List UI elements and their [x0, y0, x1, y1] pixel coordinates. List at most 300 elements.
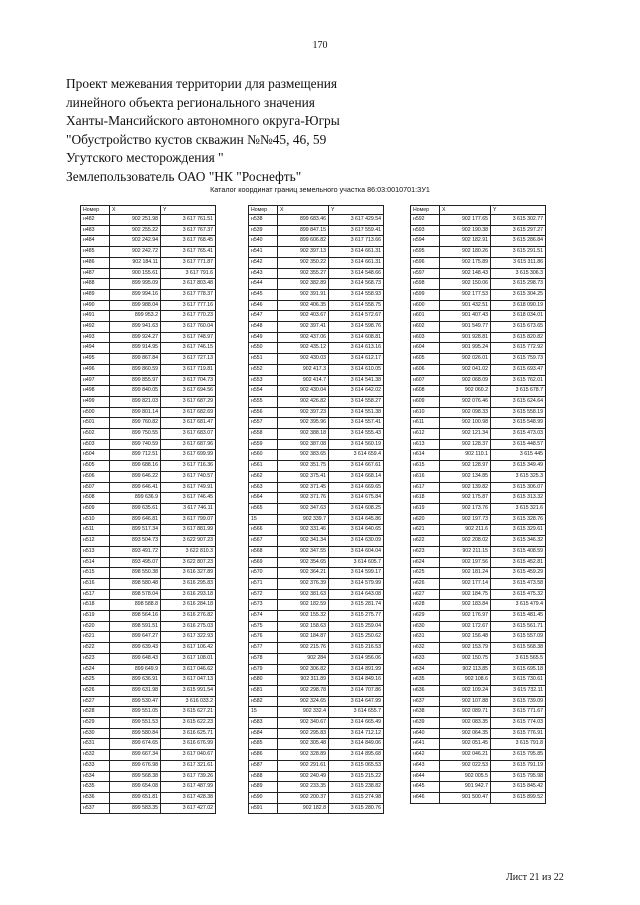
y-coordinate-cell: 3 615 329.61 [491, 525, 546, 536]
x-coordinate-cell: 902 176.97 [440, 611, 491, 622]
x-coordinate-cell: 902 150.06 [440, 279, 491, 290]
table-row [81, 782, 216, 793]
y-coordinate-cell: 3 615 238.82 [329, 782, 384, 793]
x-coordinate-cell: 902 155.32 [278, 611, 329, 622]
table-row [411, 771, 546, 782]
x-coordinate-cell: 902 341.34 [278, 536, 329, 547]
table-row [81, 503, 216, 514]
table-row [411, 461, 546, 472]
table-row [81, 461, 216, 472]
x-coordinate-cell: 902 110.1 [440, 450, 491, 461]
y-coordinate-cell: 3 615 215.22 [329, 771, 384, 782]
coordinates-table [410, 205, 546, 804]
y-coordinate-cell: 3 614 558.27 [329, 396, 384, 407]
y-coordinate-cell: 3 614 560.19 [329, 439, 384, 450]
x-coordinate-cell: 902 064.35 [440, 728, 491, 739]
point-number-cell: н515 [81, 568, 110, 579]
point-number-cell: н517 [81, 589, 110, 600]
y-coordinate-cell: 3 617 768.45 [161, 236, 216, 247]
point-number-cell: н549 [249, 332, 278, 343]
table-row [81, 375, 216, 386]
point-number-cell: н547 [249, 311, 278, 322]
y-coordinate-cell: 3 615 820.82 [491, 332, 546, 343]
x-coordinate-cell: 902 113.85 [440, 664, 491, 675]
y-coordinate-cell: 3 617 040.67 [161, 750, 216, 761]
y-coordinate-cell: 3 615 845.42 [491, 782, 546, 793]
table-row [411, 450, 546, 461]
y-coordinate-cell: 3 615 475.32 [491, 589, 546, 600]
point-number-cell: н568 [249, 546, 278, 557]
table-row [249, 771, 384, 782]
table-row [249, 621, 384, 632]
y-coordinate-cell: 3 614 668.14 [329, 471, 384, 482]
x-coordinate-cell: 899 953.2 [110, 311, 161, 322]
table-row [249, 289, 384, 300]
table-row [81, 739, 216, 750]
x-coordinate-cell: 902 076.46 [440, 396, 491, 407]
point-number-cell: н639 [411, 718, 440, 729]
y-coordinate-cell: 3 616 327.89 [161, 568, 216, 579]
x-coordinate-cell: 898 580.48 [110, 578, 161, 589]
table-row [81, 439, 216, 450]
table-row [411, 525, 546, 536]
x-coordinate-cell: 902 215.76 [278, 643, 329, 654]
table-row [249, 439, 384, 450]
x-coordinate-cell: 902 108.6 [440, 675, 491, 686]
table-row [81, 279, 216, 290]
table-row [411, 739, 546, 750]
point-number-cell: н640 [411, 728, 440, 739]
y-coordinate-cell: 3 615 622.23 [161, 718, 216, 729]
x-coordinate-cell: 900 155.61 [110, 268, 161, 279]
x-coordinate-cell: 901 995.24 [440, 343, 491, 354]
table-row [249, 718, 384, 729]
point-number-cell: н532 [81, 750, 110, 761]
x-coordinate-cell: 902 107.88 [440, 696, 491, 707]
y-coordinate-cell: 3 615 678.7 [491, 386, 546, 397]
table-row [411, 225, 546, 236]
point-number-cell: н623 [411, 546, 440, 557]
point-number-cell: н564 [249, 493, 278, 504]
x-coordinate-cell: 902 306.82 [278, 664, 329, 675]
table-row [249, 257, 384, 268]
y-coordinate-cell: 3 615 693.47 [491, 364, 546, 375]
x-coordinate-cell: 902 068.09 [440, 375, 491, 386]
x-coordinate-cell: 902 397.13 [278, 247, 329, 258]
table-row [81, 429, 216, 440]
point-number-cell: н646 [411, 792, 440, 803]
y-coordinate-cell: 3 617 765.41 [161, 247, 216, 258]
table-row [81, 215, 216, 226]
point-number-cell: н534 [81, 771, 110, 782]
table-row [411, 386, 546, 397]
table-row [81, 322, 216, 333]
table-row [411, 364, 546, 375]
x-coordinate-cell: 902 347.55 [278, 546, 329, 557]
table-row [81, 343, 216, 354]
point-number-cell: н502 [81, 429, 110, 440]
table-row [411, 332, 546, 343]
y-coordinate-cell: 3 614 579.99 [329, 578, 384, 589]
y-coordinate-cell: 3 614 667.61 [329, 461, 384, 472]
point-number-cell: н542 [249, 257, 278, 268]
point-number-cell: н499 [81, 396, 110, 407]
y-coordinate-cell: 3 615 481.45 [491, 611, 546, 622]
y-coordinate-cell: 3 617 046.62 [161, 664, 216, 675]
x-coordinate-cell: 899 867.84 [110, 354, 161, 365]
y-coordinate-cell: 3 614 669.65 [329, 482, 384, 493]
y-coordinate-cell: 3 617 429.54 [329, 215, 384, 226]
table-row [81, 707, 216, 718]
point-number-cell: н570 [249, 568, 278, 579]
table-row [411, 354, 546, 365]
point-number-cell: н501 [81, 418, 110, 429]
table-row [249, 653, 384, 664]
point-number-cell: н522 [81, 643, 110, 654]
y-coordinate-cell: 3 615 795.85 [491, 750, 546, 761]
x-coordinate-cell: 902 041.02 [440, 364, 491, 375]
table-row [81, 803, 216, 814]
x-coordinate-cell: 902 190.38 [440, 225, 491, 236]
table-row [411, 728, 546, 739]
point-number-cell: н577 [249, 643, 278, 654]
table-row [81, 664, 216, 675]
x-coordinate-cell: 899 994.16 [110, 289, 161, 300]
y-coordinate-cell: 3 615 548.99 [491, 418, 546, 429]
x-coordinate-cell: 902 098.33 [440, 407, 491, 418]
y-coordinate-cell: 3 617 559.41 [329, 225, 384, 236]
table-row [249, 803, 384, 814]
x-coordinate-cell: 902 184.11 [110, 257, 161, 268]
document-header [66, 75, 586, 187]
table-row [81, 493, 216, 504]
x-coordinate-cell: 902 332.4 [278, 707, 329, 718]
x-coordinate-cell: 902 211.6 [440, 525, 491, 536]
table-row [411, 493, 546, 504]
point-number-cell: н556 [249, 407, 278, 418]
table-row [81, 450, 216, 461]
y-coordinate-cell: 3 617 761.51 [161, 215, 216, 226]
point-number-cell: н524 [81, 664, 110, 675]
table-row [81, 289, 216, 300]
point-number-cell: н554 [249, 386, 278, 397]
y-coordinate-cell: 3 614 598.76 [329, 322, 384, 333]
y-coordinate-cell: 3 615 459.29 [491, 568, 546, 579]
point-number-cell: н513 [81, 546, 110, 557]
y-coordinate-cell: 3 615 452.81 [491, 557, 546, 568]
table-row [249, 322, 384, 333]
table-row [411, 418, 546, 429]
table-row [411, 311, 546, 322]
column-header-y: Y [329, 206, 384, 215]
column-header-x: X [278, 206, 329, 215]
x-coordinate-cell: 902 150.75 [440, 653, 491, 664]
point-number-cell: н528 [81, 707, 110, 718]
table-row [249, 728, 384, 739]
table-row [411, 600, 546, 611]
point-number-cell: н527 [81, 696, 110, 707]
y-coordinate-cell: 3 614 707.86 [329, 685, 384, 696]
x-coordinate-cell: 902 121.34 [440, 429, 491, 440]
x-coordinate-cell: 902 128.97 [440, 461, 491, 472]
y-coordinate-cell: 3 615 250.62 [329, 632, 384, 643]
point-number-cell: н611 [411, 418, 440, 429]
x-coordinate-cell: 899 647.27 [110, 632, 161, 643]
y-coordinate-cell: 3 615 565.5 [491, 653, 546, 664]
x-coordinate-cell: 902 376.39 [278, 578, 329, 589]
point-number-cell: н490 [81, 300, 110, 311]
point-number-cell: н587 [249, 760, 278, 771]
x-coordinate-cell: 902 005.5 [440, 771, 491, 782]
y-coordinate-cell: 3 614 891.99 [329, 664, 384, 675]
x-coordinate-cell: 902 197.73 [440, 514, 491, 525]
point-number-cell: н601 [411, 311, 440, 322]
point-number-cell: н635 [411, 675, 440, 686]
y-coordinate-cell: 3 617 803.48 [161, 279, 216, 290]
x-coordinate-cell: 902 177.65 [440, 215, 491, 226]
table-row [249, 471, 384, 482]
table-row [411, 578, 546, 589]
x-coordinate-cell: 902 417.3 [278, 364, 329, 375]
y-coordinate-cell: 3 615 328.76 [491, 514, 546, 525]
table-row [81, 354, 216, 365]
coordinates-table [248, 205, 384, 814]
point-number-cell: н563 [249, 482, 278, 493]
y-coordinate-cell: 3 615 065.53 [329, 760, 384, 771]
x-coordinate-cell: 902 100.98 [440, 418, 491, 429]
table-row [411, 300, 546, 311]
point-number-cell: н541 [249, 247, 278, 258]
table-row [81, 364, 216, 375]
x-coordinate-cell: 902 026.01 [440, 354, 491, 365]
table-row [81, 643, 216, 654]
point-number-cell: н558 [249, 429, 278, 440]
table-row [411, 782, 546, 793]
y-coordinate-cell: 3 615 349.49 [491, 461, 546, 472]
x-coordinate-cell: 902 233.35 [278, 782, 329, 793]
x-coordinate-cell: 899 683.46 [278, 215, 329, 226]
y-coordinate-cell: 3 616 275.03 [161, 621, 216, 632]
y-coordinate-cell: 3 616 276.82 [161, 611, 216, 622]
y-coordinate-cell: 3 615 313.32 [491, 493, 546, 504]
table-row [411, 621, 546, 632]
coordinates-table [80, 205, 216, 814]
y-coordinate-cell: 3 615 561.71 [491, 621, 546, 632]
x-coordinate-cell: 901 549.77 [440, 322, 491, 333]
y-coordinate-cell: 3 614 557.41 [329, 418, 384, 429]
table-row [249, 557, 384, 568]
table-row [81, 600, 216, 611]
y-coordinate-cell: 3 615 627.21 [161, 707, 216, 718]
y-coordinate-cell: 3 615 479.4 [491, 600, 546, 611]
table-row [411, 268, 546, 279]
y-coordinate-cell: 3 615 304.25 [491, 289, 546, 300]
y-coordinate-cell: 3 617 767.37 [161, 225, 216, 236]
point-number-cell: н553 [249, 375, 278, 386]
x-coordinate-cell: 899 649.9 [110, 664, 161, 675]
table-row [411, 343, 546, 354]
x-coordinate-cell: 899 635.61 [110, 503, 161, 514]
point-number-cell: н523 [81, 653, 110, 664]
x-coordinate-cell: 902 184.75 [440, 589, 491, 600]
x-coordinate-cell: 902 305.48 [278, 739, 329, 750]
table-row [81, 621, 216, 632]
x-coordinate-cell: 902 414.7 [278, 375, 329, 386]
point-number-cell: н578 [249, 653, 278, 664]
x-coordinate-cell: 899 676.98 [110, 760, 161, 771]
point-number-cell: н644 [411, 771, 440, 782]
header-line: Угутского месторождения " [66, 150, 224, 166]
x-coordinate-cell: 902 184.87 [278, 632, 329, 643]
table-row [81, 471, 216, 482]
table-row [249, 696, 384, 707]
table-row [249, 418, 384, 429]
x-coordinate-cell: 902 046.21 [440, 750, 491, 761]
y-coordinate-cell: 3 614 558.75 [329, 300, 384, 311]
header-line: "Обустройство кустов скважин №№45, 46, 59 [66, 131, 327, 147]
x-coordinate-cell: 902 051.45 [440, 739, 491, 750]
point-number-cell: н633 [411, 653, 440, 664]
x-coordinate-cell: 899 517.34 [110, 525, 161, 536]
y-coordinate-cell: 3 615 557.09 [491, 632, 546, 643]
x-coordinate-cell: 902 242.72 [110, 247, 161, 258]
x-coordinate-cell: 902 430.03 [278, 354, 329, 365]
point-number-cell: н543 [249, 268, 278, 279]
table-row [249, 525, 384, 536]
point-number-cell: н509 [81, 503, 110, 514]
table-row [411, 429, 546, 440]
table-row [411, 792, 546, 803]
column-header-number: Номер [411, 206, 440, 215]
point-number-cell: н579 [249, 664, 278, 675]
table-row [411, 664, 546, 675]
y-coordinate-cell: 3 614 604.04 [329, 546, 384, 557]
x-coordinate-cell: 899 674.65 [110, 739, 161, 750]
point-number-cell: н631 [411, 632, 440, 643]
table-row [411, 557, 546, 568]
table-row [249, 707, 384, 718]
y-coordinate-cell: 3 614 655.7 [329, 707, 384, 718]
point-number-cell: н637 [411, 696, 440, 707]
table-row [81, 482, 216, 493]
x-coordinate-cell: 902 284 [278, 653, 329, 664]
point-number-cell: н634 [411, 664, 440, 675]
table-row [249, 429, 384, 440]
catalog-title: Каталог координат границ земельного участка 86:03:0010701:ЗУ1 [210, 185, 430, 194]
table-row [249, 407, 384, 418]
point-number-cell: н595 [411, 247, 440, 258]
y-coordinate-cell: 3 617 799.07 [161, 514, 216, 525]
y-coordinate-cell: 3 616 295.83 [161, 578, 216, 589]
table-row [249, 503, 384, 514]
table-row [249, 311, 384, 322]
y-coordinate-cell: 3 615 772.92 [491, 343, 546, 354]
point-number-cell: н598 [411, 279, 440, 290]
table-row [81, 578, 216, 589]
point-number-cell: н492 [81, 322, 110, 333]
table-row [411, 257, 546, 268]
y-coordinate-cell: 3 614 647.99 [329, 696, 384, 707]
x-coordinate-cell: 902 364.21 [278, 568, 329, 579]
y-coordinate-cell: 3 617 739.26 [161, 771, 216, 782]
y-coordinate-cell: 3 615 445 [491, 450, 546, 461]
x-coordinate-cell: 899 639.43 [110, 643, 161, 654]
x-coordinate-cell: 902 158.63 [278, 621, 329, 632]
table-row [411, 643, 546, 654]
y-coordinate-cell: 3 614 645.86 [329, 514, 384, 525]
y-coordinate-cell: 3 615 791.19 [491, 760, 546, 771]
point-number-cell: н525 [81, 675, 110, 686]
point-number-cell: н581 [249, 685, 278, 696]
x-coordinate-cell: 902 339.7 [278, 514, 329, 525]
y-coordinate-cell: 3 617 791.6 [161, 268, 216, 279]
point-number-cell: н495 [81, 354, 110, 365]
x-coordinate-cell: 901 942.7 [440, 782, 491, 793]
point-number-cell: н600 [411, 300, 440, 311]
table-row [81, 718, 216, 729]
x-coordinate-cell: 899 646.81 [110, 514, 161, 525]
x-coordinate-cell: 902 148.43 [440, 268, 491, 279]
table-row [249, 792, 384, 803]
point-number-cell: н505 [81, 461, 110, 472]
point-number-cell: н531 [81, 739, 110, 750]
x-coordinate-cell: 899 583.35 [110, 803, 161, 814]
x-coordinate-cell: 902 208.02 [440, 536, 491, 547]
header-line: Землепользователь ОАО "НК "Роснефть" [66, 168, 302, 184]
point-number-cell: н494 [81, 343, 110, 354]
table-row [249, 578, 384, 589]
y-coordinate-cell: 3 615 321.6 [491, 503, 546, 514]
point-number-cell: н643 [411, 760, 440, 771]
table-row [249, 589, 384, 600]
point-number-cell: н602 [411, 322, 440, 333]
y-coordinate-cell: 3 615 302.77 [491, 215, 546, 226]
y-coordinate-cell: 3 614 895.68 [329, 750, 384, 761]
point-number-cell: н508 [81, 493, 110, 504]
x-coordinate-cell: 902 397.41 [278, 322, 329, 333]
y-coordinate-cell: 3 617 681.47 [161, 418, 216, 429]
table-row [81, 675, 216, 686]
table-row [81, 771, 216, 782]
y-coordinate-cell: 3 622 810.3 [161, 546, 216, 557]
y-coordinate-cell: 3 615 762.01 [491, 375, 546, 386]
x-coordinate-cell: 902 182.8 [278, 803, 329, 814]
point-number-cell: н511 [81, 525, 110, 536]
table-row [411, 396, 546, 407]
table-row [411, 536, 546, 547]
point-number-cell: н628 [411, 600, 440, 611]
table-row [81, 396, 216, 407]
y-coordinate-cell: 3 615 771.67 [491, 707, 546, 718]
y-coordinate-cell: 3 617 713.66 [329, 236, 384, 247]
x-coordinate-cell: 902 381.63 [278, 589, 329, 600]
table-row [249, 685, 384, 696]
y-coordinate-cell: 3 615 280.76 [329, 803, 384, 814]
point-number-cell: н486 [81, 257, 110, 268]
x-coordinate-cell: 902 435.12 [278, 343, 329, 354]
y-coordinate-cell: 3 617 746.11 [161, 503, 216, 514]
table-row [249, 332, 384, 343]
table-row [81, 418, 216, 429]
x-coordinate-cell: 899 568.38 [110, 771, 161, 782]
x-coordinate-cell: 899 712.51 [110, 450, 161, 461]
table-row [249, 546, 384, 557]
x-coordinate-cell: 902 156.48 [440, 632, 491, 643]
table-row [411, 503, 546, 514]
table-row [249, 386, 384, 397]
x-coordinate-cell: 902 109.24 [440, 685, 491, 696]
point-number-cell: н526 [81, 685, 110, 696]
